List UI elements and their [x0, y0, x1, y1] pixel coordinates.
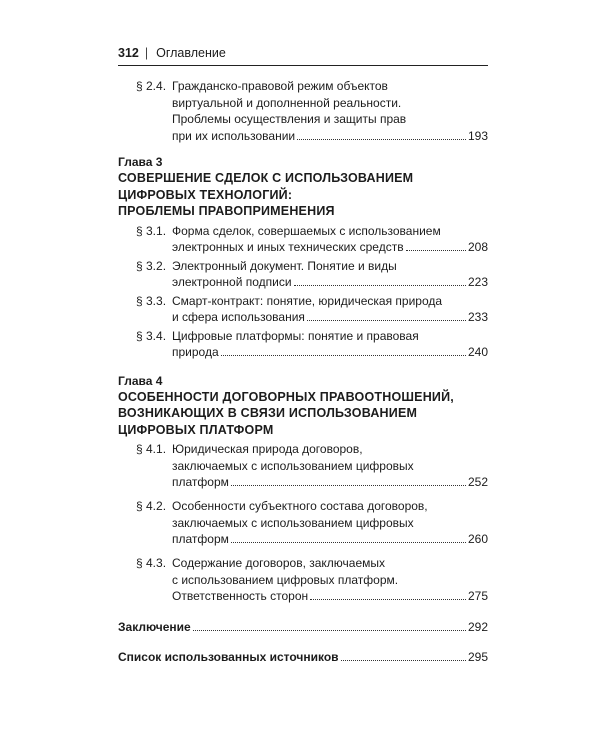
page-ref: 260 [467, 532, 488, 546]
dot-leader [307, 320, 466, 321]
entry-line: виртуальной и дополненной реальности. [172, 95, 402, 110]
toc-entry-sources[interactable] [118, 649, 488, 665]
chapter-title [118, 389, 488, 439]
page-ref: 295 [467, 650, 488, 664]
chapter-title-line: ЦИФРОВЫХ ТЕХНОЛОГИЙ: [118, 187, 293, 202]
page-ref: 223 [467, 275, 488, 289]
toc-content [118, 78, 488, 665]
entry-last-line [172, 239, 488, 256]
chapter-title-line: ВОЗНИКАЮЩИХ В СВЯЗИ ИСПОЛЬЗОВАНИЕМ [118, 406, 418, 420]
entry-line: заключаемых с использованием цифровых [172, 515, 414, 530]
section-number: § 2.4. [136, 79, 167, 93]
entry-line: Форма сделок, совершаемых с использованием [172, 223, 441, 238]
entry-line: Содержание договоров, заключаемых [172, 556, 386, 570]
section-number: § 3.4. [136, 328, 167, 343]
toc-entry-3-3[interactable] [118, 293, 488, 326]
dot-leader [294, 285, 466, 286]
header-section-title: Оглавление [156, 46, 226, 60]
page-ref: 208 [467, 240, 488, 254]
section-number: § 3.3. [136, 293, 167, 308]
entry-line: Смарт-контракт: понятие, юридическая природа [172, 293, 443, 308]
section-number: § 4.2. [136, 499, 167, 513]
dot-leader [341, 660, 466, 661]
dot-leader [406, 250, 466, 251]
dot-leader [310, 599, 466, 600]
toc-entry-3-2[interactable] [118, 258, 488, 291]
entry-line: Юридическая природа договоров, [172, 442, 363, 456]
section-number: § 3.2. [136, 258, 167, 273]
entry-last-line [172, 474, 488, 491]
section-number: § 4.1. [136, 442, 167, 456]
chapter-title-line: ПРОБЛЕМЫ ПРАВОПРИМЕНЕНИЯ [118, 204, 335, 218]
chapter-4 [118, 373, 488, 606]
page-ref: 240 [467, 345, 488, 359]
toc-entry-4-3[interactable] [118, 555, 488, 605]
entry-last-line [172, 274, 488, 291]
toc-entry-3-1[interactable] [118, 223, 488, 256]
toc-entry-4-2[interactable] [118, 498, 488, 548]
toc-entry-conclusion[interactable] [118, 619, 488, 635]
entry-line-text: природа [172, 345, 219, 359]
dot-leader [231, 485, 466, 486]
page-ref: 292 [467, 620, 488, 634]
section-number: § 3.1. [136, 223, 167, 238]
entry-line-text: электронной подписи [172, 275, 292, 289]
entry-last-line [172, 309, 488, 326]
entry-line-text: платформ [172, 475, 229, 489]
running-header [118, 46, 488, 62]
entry-line: Проблемы осуществления и защиты прав [172, 112, 407, 126]
entry-last-line [172, 128, 488, 145]
dot-leader [297, 139, 466, 140]
chapter-3 [118, 154, 488, 361]
entry-line: Электронный документ. Понятие и виды [172, 258, 397, 273]
header-rule [118, 65, 488, 66]
section-number: § 4.3. [136, 556, 167, 570]
page-ref: 233 [467, 310, 488, 324]
toc-entry-2-4[interactable] [118, 78, 488, 144]
entry-line-text: и сфера использования [172, 310, 305, 324]
chapter-label: Глава 3 [118, 155, 163, 169]
entry-last-line [172, 588, 488, 605]
page-ref: 275 [467, 589, 488, 603]
entry-line: Гражданско-правовой режим объектов [172, 79, 388, 93]
page-ref: 193 [467, 128, 488, 143]
entry-line: Цифровые платформы: понятие и правовая [172, 328, 419, 343]
toc-entry-4-1[interactable] [118, 441, 488, 491]
header-separator: | [144, 46, 149, 60]
entry-line: заключаемых с использованием цифровых [172, 458, 414, 473]
entry-title: Заключение [118, 620, 191, 634]
chapter-title [118, 170, 488, 220]
entry-last-line [172, 531, 488, 548]
page-number: 312 [118, 46, 139, 60]
entry-line-text: платформ [172, 532, 229, 546]
chapter-title-line: ЦИФРОВЫХ ПЛАТФОРМ [118, 422, 274, 437]
entry-line: Особенности субъектного состава договоров, [172, 499, 428, 513]
page-ref: 252 [467, 475, 488, 489]
chapter-title-line: ОСОБЕННОСТИ ДОГОВОРНЫХ ПРАВООТНОШЕНИЙ, [118, 389, 454, 404]
dot-leader [221, 355, 466, 356]
entry-last-line [172, 344, 488, 361]
dot-leader [193, 630, 466, 631]
entry-line: с использованием цифровых платформ. [172, 572, 399, 587]
dot-leader [231, 542, 466, 543]
chapter-label: Глава 4 [118, 373, 163, 388]
entry-line-text: при их использовании [172, 128, 296, 143]
toc-entry-3-4[interactable] [118, 328, 488, 361]
entry-line-text: Ответственность сторон [172, 589, 309, 603]
entry-title: Список использованных источников [118, 650, 339, 664]
entry-line-text: электронных и иных технических средств [172, 240, 404, 254]
chapter-title-line: СОВЕРШЕНИЕ СДЕЛОК С ИСПОЛЬЗОВАНИЕМ [118, 171, 414, 185]
